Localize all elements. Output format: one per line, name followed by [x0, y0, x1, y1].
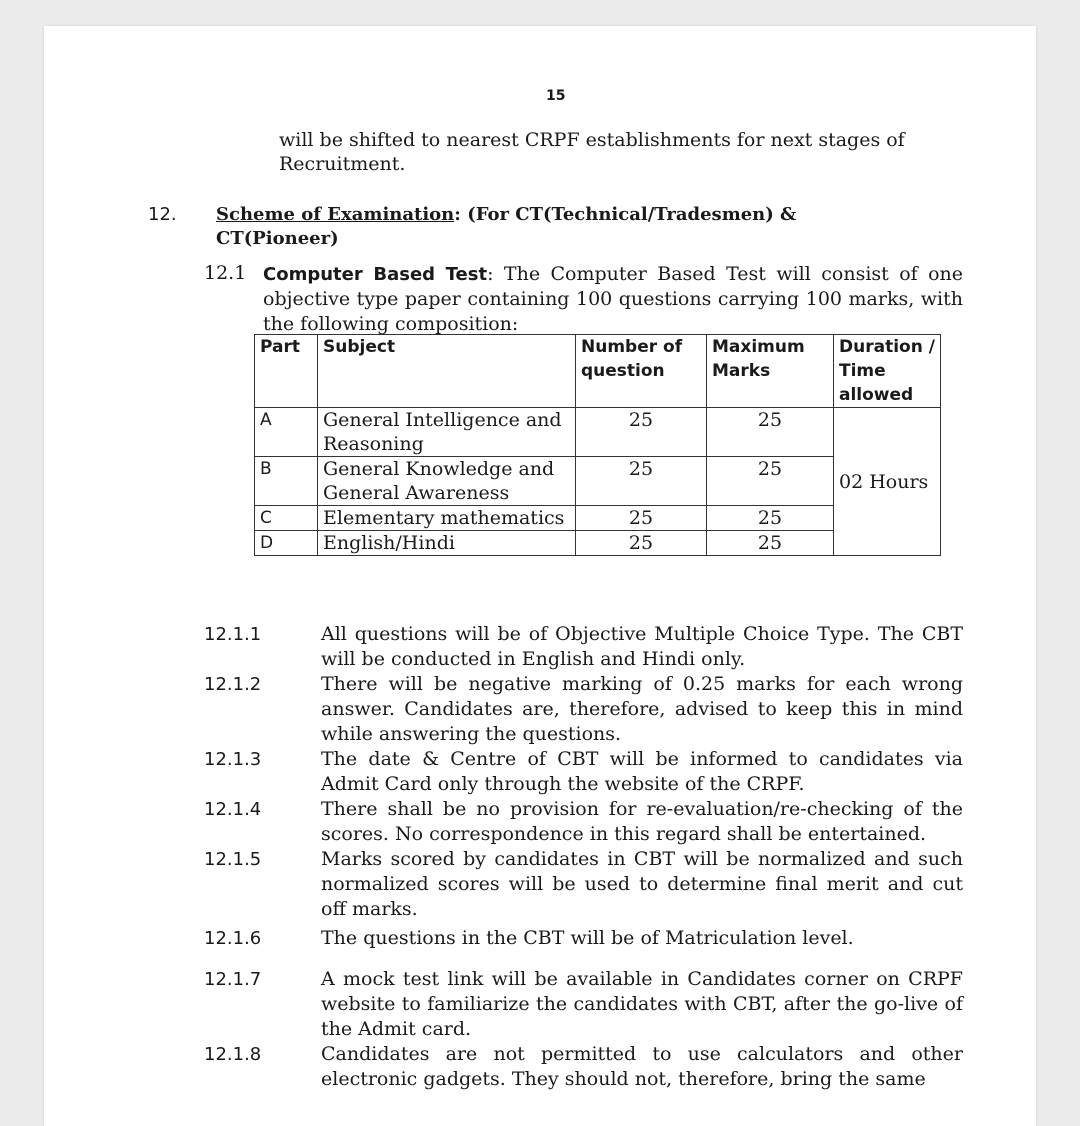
table-row — [255, 408, 941, 457]
intro-paragraph: will be shifted to nearest CRPF establishments for next stages of Recruitment. — [279, 129, 905, 175]
cell-subject: Elementary mathematics — [318, 506, 576, 531]
list-item — [204, 672, 964, 747]
header-number: Number of question — [576, 335, 707, 408]
list-item-text: The questions in the CBT will be of Matriculation level. — [321, 927, 854, 949]
cell-part: A — [255, 408, 318, 457]
cell-subject: English/Hindi — [318, 531, 576, 556]
numbered-list — [204, 622, 964, 1092]
list-item-text: Candidates are not permitted to use calculators and other electronic gadgets. They should not, therefore, bring the same — [321, 1043, 963, 1090]
cell-duration: 02 Hours — [834, 408, 941, 556]
list-item — [204, 797, 964, 847]
cell-number: 25 — [576, 457, 707, 506]
list-item — [204, 1042, 964, 1092]
composition-table — [254, 334, 941, 556]
table-header-row — [255, 335, 941, 408]
list-item-text: There will be negative marking of 0.25 marks for each wrong answer. Candidates are, therefore, advised to keep this in mind while answering the questions. — [321, 673, 963, 745]
cell-part: D — [255, 531, 318, 556]
header-max-marks: Maximum Marks — [707, 335, 834, 408]
list-item-number: 12.1.1 — [204, 624, 262, 645]
list-item — [204, 622, 964, 672]
subsection-paragraph — [263, 262, 963, 337]
cell-number: 25 — [576, 506, 707, 531]
list-item-text: The date & Centre of CBT will be informed to candidates via Admit Card only through the website of the CRPF. — [321, 748, 963, 795]
list-item — [204, 967, 964, 1042]
list-item-number: 12.1.4 — [204, 799, 262, 820]
subsection-text: : The Computer Based Test will consist of one objective type paper containing 100 questions carrying 100 marks, with the following composition: — [263, 263, 963, 335]
list-item — [204, 847, 964, 922]
list-item-number: 12.1.7 — [204, 969, 262, 990]
list-item-text: There shall be no provision for re-evaluation/re-checking of the scores. No correspondence in this regard shall be entertained. — [321, 798, 963, 845]
cell-subject: General Intelligence and Reasoning — [318, 408, 576, 457]
list-item-number: 12.1.5 — [204, 849, 262, 870]
cell-number: 25 — [576, 408, 707, 457]
header-part: Part — [255, 335, 318, 408]
cell-max-marks: 25 — [707, 457, 834, 506]
list-item-number: 12.1.6 — [204, 928, 262, 949]
cell-part: B — [255, 457, 318, 506]
section-title-suffix: : (For CT(Technical/Tradesmen) & CT(Pioneer) — [216, 204, 797, 249]
cell-subject: General Knowledge and General Awareness — [318, 457, 576, 506]
subsection-title: Computer Based Test — [263, 264, 488, 285]
list-item-number: 12.1.8 — [204, 1044, 262, 1065]
list-item-text: All questions will be of Objective Multiple Choice Type. The CBT will be conducted in English and Hindi only. — [321, 623, 963, 670]
section-title — [216, 203, 896, 251]
list-item-text: Marks scored by candidates in CBT will be normalized and such normalized scores will be used to determine final merit and cut off marks. — [321, 848, 963, 920]
list-item — [204, 747, 964, 797]
header-duration: Duration / Time allowed — [834, 335, 941, 408]
list-item-number: 12.1.2 — [204, 674, 262, 695]
cell-number: 25 — [576, 531, 707, 556]
cell-max-marks: 25 — [707, 531, 834, 556]
header-subject: Subject — [318, 335, 576, 408]
list-item-text: A mock test link will be available in Candidates corner on CRPF website to familiarize the candidates with CBT, after the go-live of the Admit card. — [321, 968, 963, 1040]
list-item — [204, 926, 964, 951]
document-page — [44, 26, 1036, 1126]
subsection-number: 12.1 — [204, 262, 247, 284]
cell-part: C — [255, 506, 318, 531]
section-number: 12. — [148, 204, 177, 225]
cell-max-marks: 25 — [707, 408, 834, 457]
page-number: 15 — [546, 88, 566, 104]
cell-max-marks: 25 — [707, 506, 834, 531]
section-title-underlined: Scheme of Examination — [216, 204, 455, 225]
list-item-number: 12.1.3 — [204, 749, 262, 770]
